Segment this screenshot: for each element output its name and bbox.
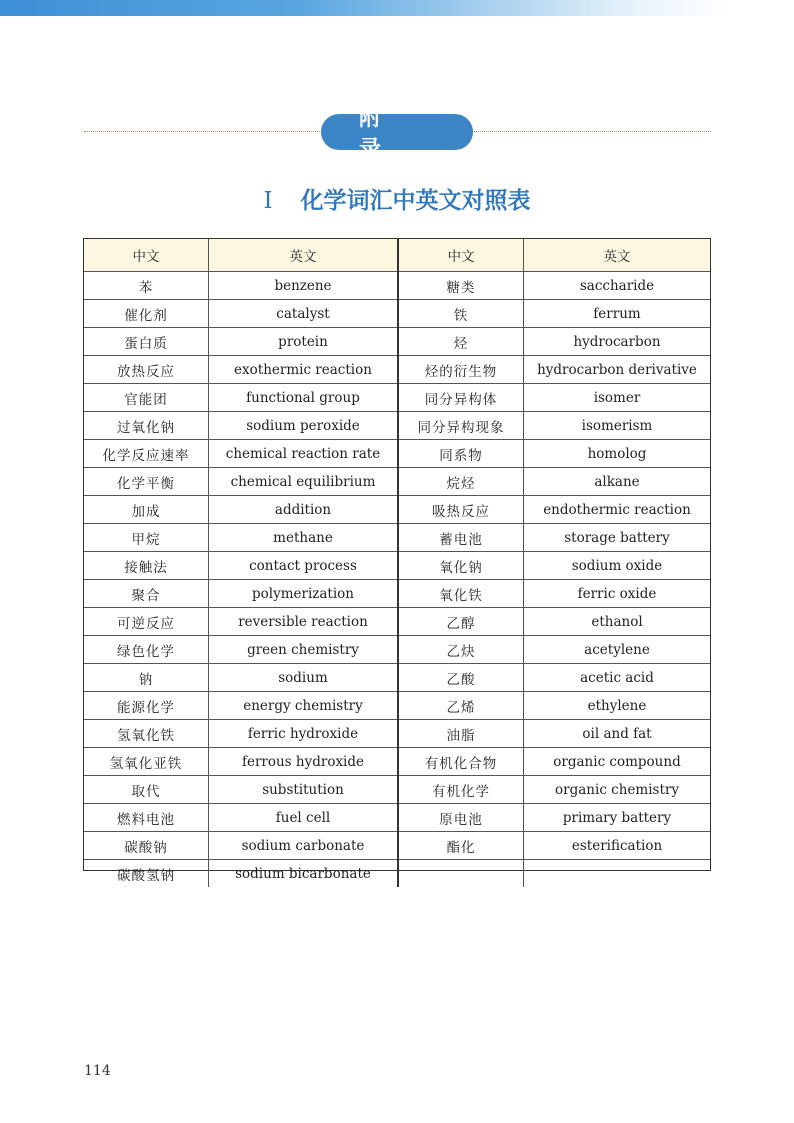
term-english: ferrum xyxy=(524,300,711,328)
term-english: exothermic reaction xyxy=(209,356,398,384)
term-chinese: 化学反应速率 xyxy=(84,440,209,468)
table-row xyxy=(398,776,710,804)
term-english: polymerization xyxy=(209,580,398,608)
term-chinese: 糖类 xyxy=(398,272,524,300)
header-gradient-bar xyxy=(0,0,794,16)
table-row xyxy=(84,524,397,552)
table-row xyxy=(84,832,397,860)
table-row xyxy=(84,440,397,468)
table-row xyxy=(398,496,710,524)
section-number: I xyxy=(263,188,273,214)
term-chinese: 燃料电池 xyxy=(84,804,209,832)
table-row xyxy=(84,272,397,300)
term-chinese: 能源化学 xyxy=(84,692,209,720)
term-chinese: 碳酸氢钠 xyxy=(84,860,209,888)
dotted-rule-left xyxy=(84,131,324,132)
term-chinese: 氢氧化铁 xyxy=(84,720,209,748)
term-english: ferrous hydroxide xyxy=(209,748,398,776)
term-english: alkane xyxy=(524,468,711,496)
term-chinese: 官能团 xyxy=(84,384,209,412)
term-chinese: 氧化铁 xyxy=(398,580,524,608)
term-chinese: 碳酸钠 xyxy=(84,832,209,860)
term-chinese: 聚合 xyxy=(84,580,209,608)
term-chinese: 甲烷 xyxy=(84,524,209,552)
table-row xyxy=(84,412,397,440)
term-chinese: 放热反应 xyxy=(84,356,209,384)
term-chinese xyxy=(398,860,524,888)
term-chinese: 催化剂 xyxy=(84,300,209,328)
term-english: ethylene xyxy=(524,692,711,720)
term-chinese: 烃 xyxy=(398,328,524,356)
page-number: 114 xyxy=(84,1063,111,1079)
table-row xyxy=(84,384,397,412)
table-row xyxy=(84,608,397,636)
table-row xyxy=(84,664,397,692)
table-row xyxy=(84,356,397,384)
table-row xyxy=(398,664,710,692)
term-chinese: 同系物 xyxy=(398,440,524,468)
term-english: functional group xyxy=(209,384,398,412)
term-english: methane xyxy=(209,524,398,552)
term-english: reversible reaction xyxy=(209,608,398,636)
page-title xyxy=(0,182,794,215)
term-english: ferric oxide xyxy=(524,580,711,608)
term-english: storage battery xyxy=(524,524,711,552)
term-chinese: 乙烯 xyxy=(398,692,524,720)
term-chinese: 氧化钠 xyxy=(398,552,524,580)
table-row xyxy=(398,804,710,832)
term-chinese: 同分异构现象 xyxy=(398,412,524,440)
vocab-table-left xyxy=(84,239,397,887)
table-row xyxy=(398,860,710,888)
column-header-chinese: 中文 xyxy=(398,239,524,272)
table-row xyxy=(84,860,397,888)
term-chinese: 铁 xyxy=(398,300,524,328)
table-row xyxy=(398,272,710,300)
table-row xyxy=(84,692,397,720)
term-chinese: 钠 xyxy=(84,664,209,692)
table-row xyxy=(398,300,710,328)
table-row xyxy=(84,720,397,748)
term-chinese: 可逆反应 xyxy=(84,608,209,636)
term-english: oil and fat xyxy=(524,720,711,748)
table-row xyxy=(398,832,710,860)
term-english: hydrocarbon xyxy=(524,328,711,356)
term-chinese: 苯 xyxy=(84,272,209,300)
term-chinese: 油脂 xyxy=(398,720,524,748)
appendix-label: 附录 xyxy=(321,114,473,150)
table-row xyxy=(398,524,710,552)
table-row xyxy=(84,552,397,580)
term-chinese: 蓄电池 xyxy=(398,524,524,552)
table-row xyxy=(398,748,710,776)
term-english: energy chemistry xyxy=(209,692,398,720)
term-english: sodium bicarbonate xyxy=(209,860,398,888)
term-chinese: 有机化学 xyxy=(398,776,524,804)
term-english: benzene xyxy=(209,272,398,300)
table-row xyxy=(84,636,397,664)
term-english: substitution xyxy=(209,776,398,804)
term-english: endothermic reaction xyxy=(524,496,711,524)
term-english: sodium xyxy=(209,664,398,692)
term-english xyxy=(524,860,711,888)
table-row xyxy=(84,300,397,328)
table-row xyxy=(84,468,397,496)
term-english: sodium carbonate xyxy=(209,832,398,860)
term-english: addition xyxy=(209,496,398,524)
table-row xyxy=(398,692,710,720)
term-chinese: 有机化合物 xyxy=(398,748,524,776)
term-chinese: 乙醇 xyxy=(398,608,524,636)
term-chinese: 酯化 xyxy=(398,832,524,860)
term-english: hydrocarbon derivative xyxy=(524,356,711,384)
term-english: sodium oxide xyxy=(524,552,711,580)
term-chinese: 取代 xyxy=(84,776,209,804)
term-english: green chemistry xyxy=(209,636,398,664)
vocabulary-table xyxy=(83,238,711,884)
term-english: ethanol xyxy=(524,608,711,636)
term-english: organic compound xyxy=(524,748,711,776)
term-english: ferric hydroxide xyxy=(209,720,398,748)
term-chinese: 烷烃 xyxy=(398,468,524,496)
term-english: protein xyxy=(209,328,398,356)
term-chinese: 接触法 xyxy=(84,552,209,580)
term-english: homolog xyxy=(524,440,711,468)
table-row xyxy=(84,776,397,804)
table-row xyxy=(398,356,710,384)
term-chinese: 绿色化学 xyxy=(84,636,209,664)
table-row xyxy=(84,328,397,356)
column-header-english: 英文 xyxy=(524,239,711,272)
term-english: acetic acid xyxy=(524,664,711,692)
table-row xyxy=(398,636,710,664)
term-chinese: 加成 xyxy=(84,496,209,524)
table-row xyxy=(398,384,710,412)
table-row xyxy=(398,552,710,580)
table-header-row xyxy=(84,239,397,272)
term-english: esterification xyxy=(524,832,711,860)
table-row xyxy=(84,804,397,832)
vocab-table-right xyxy=(397,239,710,887)
term-chinese: 过氧化钠 xyxy=(84,412,209,440)
term-english: catalyst xyxy=(209,300,398,328)
term-chinese: 氢氧化亚铁 xyxy=(84,748,209,776)
term-english: fuel cell xyxy=(209,804,398,832)
table-row xyxy=(398,720,710,748)
table-row xyxy=(84,748,397,776)
term-english: acetylene xyxy=(524,636,711,664)
term-english: isomer xyxy=(524,384,711,412)
term-english: chemical equilibrium xyxy=(209,468,398,496)
term-english: saccharide xyxy=(524,272,711,300)
table-row xyxy=(398,412,710,440)
section-title: 化学词汇中英文对照表 xyxy=(300,188,531,214)
table-row xyxy=(398,440,710,468)
term-english: isomerism xyxy=(524,412,711,440)
table-row xyxy=(84,580,397,608)
term-chinese: 化学平衡 xyxy=(84,468,209,496)
column-header-english: 英文 xyxy=(209,239,398,272)
term-chinese: 同分异构体 xyxy=(398,384,524,412)
table-row xyxy=(84,496,397,524)
term-chinese: 乙酸 xyxy=(398,664,524,692)
term-english: primary battery xyxy=(524,804,711,832)
term-chinese: 原电池 xyxy=(398,804,524,832)
term-english: sodium peroxide xyxy=(209,412,398,440)
term-chinese: 吸热反应 xyxy=(398,496,524,524)
table-row xyxy=(398,580,710,608)
table-row xyxy=(398,468,710,496)
term-chinese: 蛋白质 xyxy=(84,328,209,356)
term-english: contact process xyxy=(209,552,398,580)
term-chinese: 乙炔 xyxy=(398,636,524,664)
table-header-row xyxy=(398,239,710,272)
term-chinese: 烃的衍生物 xyxy=(398,356,524,384)
term-english: chemical reaction rate xyxy=(209,440,398,468)
table-row xyxy=(398,328,710,356)
column-header-chinese: 中文 xyxy=(84,239,209,272)
dotted-rule-right xyxy=(470,131,711,132)
table-row xyxy=(398,608,710,636)
term-english: organic chemistry xyxy=(524,776,711,804)
